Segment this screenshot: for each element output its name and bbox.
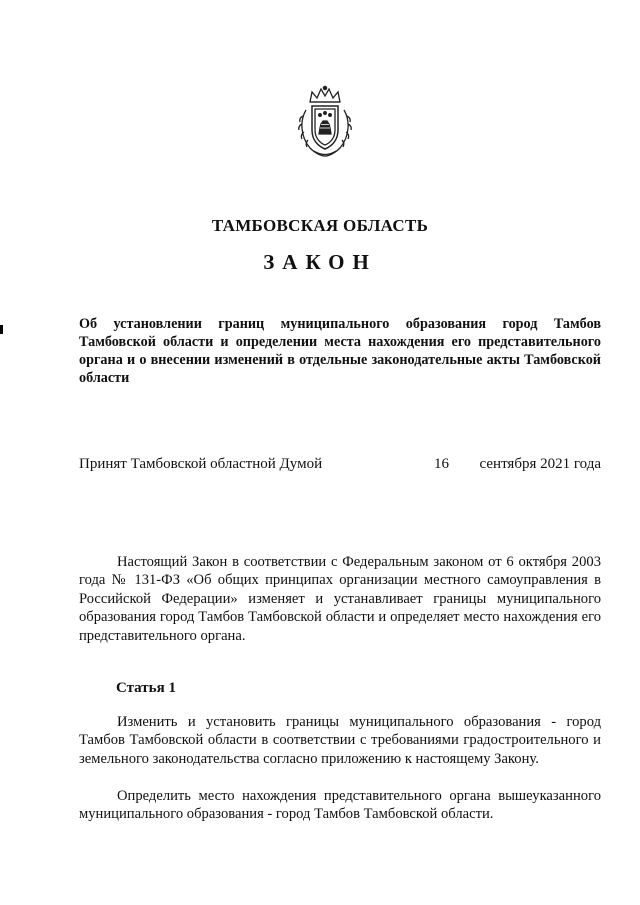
article-1-paragraph-1: Изменить и установить границы муниципального образования - город Тамбов Тамбовской области в соответствии с требованиями градостроительного и земельного законодательства согласно приложению к настоящему Закону.	[79, 714, 601, 767]
adoption-month-year: сентября 2021 года	[479, 456, 601, 472]
adoption-day: 16	[434, 456, 449, 472]
document-type-heading: ЗАКОН	[263, 250, 377, 274]
tambov-coat-of-arms-icon	[296, 84, 354, 158]
scan-edge-mark	[0, 325, 3, 334]
article-1-paragraph-2: Определить место нахождения представительного органа вышеуказанного муниципального образования - город Тамбов Тамбовской области.	[79, 788, 601, 823]
region-heading: ТАМБОВСКАЯ ОБЛАСТЬ	[211, 216, 429, 235]
adopted-by-text: Принят Тамбовской областной Думой	[79, 456, 323, 472]
article-1-heading: Статья 1	[116, 680, 176, 696]
preamble-paragraph: Настоящий Закон в соответствии с Федеральным законом от 6 октября 2003 года № 131-ФЗ «Об общих принципах организации местного самоуправления в Российской Федерации» изменяет и устанавливает границы муниципального образования город Тамбов Тамбовской области и определяет место нахождения его представительного органа.	[79, 554, 601, 644]
law-title: Об установлении границ муниципального образования город Тамбов Тамбовской области и определении места нахождения его представительного органа и о внесении изменений в отдельные законодательные акты Тамбовской области	[79, 316, 601, 386]
